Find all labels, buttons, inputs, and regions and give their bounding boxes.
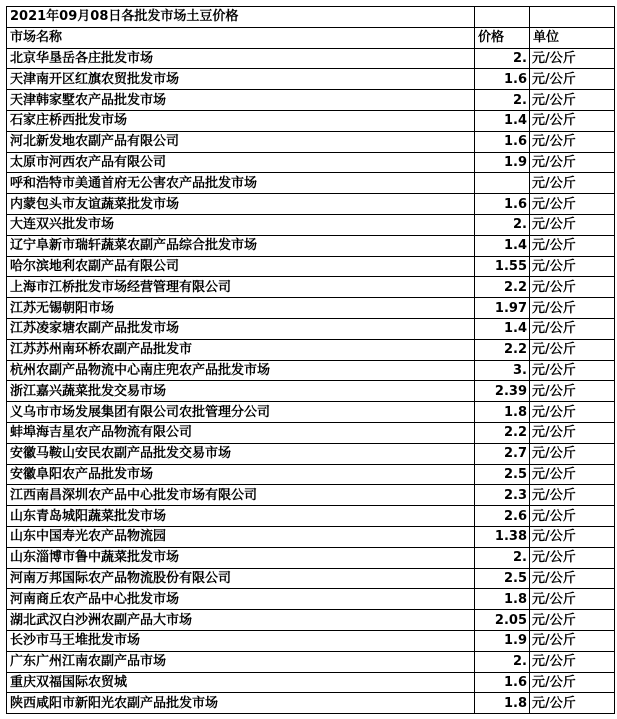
table-row [7, 568, 615, 589]
table-row [7, 339, 615, 360]
unit-cell: 元/公斤 [530, 568, 615, 589]
unit-cell: 元/公斤 [530, 69, 615, 90]
price-cell: 1.4 [475, 235, 530, 256]
market-cell: 重庆双福国际农贸城 [7, 672, 475, 693]
table-row [7, 506, 615, 527]
price-cell: 2.5 [475, 464, 530, 485]
price-cell: 1.6 [475, 194, 530, 215]
price-cell: 2.6 [475, 506, 530, 527]
price-cell: 1.9 [475, 152, 530, 173]
market-cell: 天津韩家墅农产品批发市场 [7, 90, 475, 111]
market-cell: 上海市江桥批发市场经营管理有限公司 [7, 277, 475, 298]
table-row [7, 443, 615, 464]
unit-cell: 元/公斤 [530, 651, 615, 672]
title-row [7, 7, 615, 28]
table-row [7, 485, 615, 506]
table-row [7, 360, 615, 381]
table-row [7, 630, 615, 651]
header-row [7, 27, 615, 48]
header-price: 价格 [475, 27, 530, 48]
table-row [7, 194, 615, 215]
unit-cell: 元/公斤 [530, 443, 615, 464]
table-row [7, 610, 615, 631]
unit-cell: 元/公斤 [530, 256, 615, 277]
table-row [7, 131, 615, 152]
price-cell: 2.05 [475, 610, 530, 631]
header-unit: 单位 [530, 27, 615, 48]
price-cell: 2.2 [475, 339, 530, 360]
table-row [7, 152, 615, 173]
unit-cell: 元/公斤 [530, 402, 615, 423]
unit-cell: 元/公斤 [530, 152, 615, 173]
unit-cell: 元/公斤 [530, 110, 615, 131]
table-row [7, 256, 615, 277]
table-row [7, 69, 615, 90]
market-cell: 杭州农副产品物流中心南庄兜农产品批发市场 [7, 360, 475, 381]
unit-cell: 元/公斤 [530, 131, 615, 152]
unit-cell: 元/公斤 [530, 589, 615, 610]
market-cell: 江苏无锡朝阳市场 [7, 298, 475, 319]
market-cell: 大连双兴批发市场 [7, 214, 475, 235]
market-cell: 安徽阜阳农产品批发市场 [7, 464, 475, 485]
market-cell: 天津南开区红旗农贸批发市场 [7, 69, 475, 90]
unit-cell: 元/公斤 [530, 547, 615, 568]
market-cell: 北京华垦岳各庄批发市场 [7, 48, 475, 69]
unit-cell: 元/公斤 [530, 672, 615, 693]
table-row [7, 672, 615, 693]
market-cell: 江苏凌家塘农副产品批发市场 [7, 318, 475, 339]
market-cell: 石家庄桥西批发市场 [7, 110, 475, 131]
unit-cell: 元/公斤 [530, 339, 615, 360]
unit-cell: 元/公斤 [530, 318, 615, 339]
price-cell [475, 173, 530, 194]
price-cell: 1.55 [475, 256, 530, 277]
price-cell: 1.6 [475, 69, 530, 90]
unit-cell: 元/公斤 [530, 48, 615, 69]
market-cell: 呼和浩特市美通首府无公害农产品批发市场 [7, 173, 475, 194]
table-row [7, 693, 615, 714]
header-market: 市场名称 [7, 27, 475, 48]
table-row [7, 464, 615, 485]
price-cell: 2.5 [475, 568, 530, 589]
unit-cell: 元/公斤 [530, 90, 615, 111]
price-cell: 2. [475, 48, 530, 69]
market-cell: 山东青岛城阳蔬菜批发市场 [7, 506, 475, 527]
table-row [7, 547, 615, 568]
price-cell: 1.6 [475, 672, 530, 693]
table-row [7, 235, 615, 256]
price-cell: 1.38 [475, 526, 530, 547]
market-cell: 安徽马鞍山安民农副产品批发交易市场 [7, 443, 475, 464]
price-cell: 1.8 [475, 589, 530, 610]
price-cell: 2.7 [475, 443, 530, 464]
price-cell: 1.8 [475, 402, 530, 423]
title-blank-cell [530, 7, 615, 28]
table-title: 2021年09月08日各批发市场土豆价格 [7, 7, 475, 28]
price-cell: 1.9 [475, 630, 530, 651]
price-cell: 2.39 [475, 381, 530, 402]
market-cell: 太原市河西农产品有限公司 [7, 152, 475, 173]
price-cell: 2.2 [475, 422, 530, 443]
unit-cell: 元/公斤 [530, 506, 615, 527]
table-row [7, 277, 615, 298]
price-cell: 3. [475, 360, 530, 381]
table-row [7, 318, 615, 339]
price-cell: 2.2 [475, 277, 530, 298]
market-cell: 长沙市马王堆批发市场 [7, 630, 475, 651]
table-row [7, 90, 615, 111]
market-cell: 江苏苏州南环桥农副产品批发市 [7, 339, 475, 360]
table-row [7, 173, 615, 194]
price-cell: 2.3 [475, 485, 530, 506]
unit-cell: 元/公斤 [530, 235, 615, 256]
price-cell: 2. [475, 651, 530, 672]
market-cell: 河北新发地农副产品有限公司 [7, 131, 475, 152]
unit-cell: 元/公斤 [530, 422, 615, 443]
market-cell: 河南商丘农产品中心批发市场 [7, 589, 475, 610]
table-row [7, 48, 615, 69]
market-cell: 哈尔滨地利农副产品有限公司 [7, 256, 475, 277]
price-cell: 1.4 [475, 318, 530, 339]
unit-cell: 元/公斤 [530, 610, 615, 631]
title-blank-cell [475, 7, 530, 28]
unit-cell: 元/公斤 [530, 360, 615, 381]
table-row [7, 214, 615, 235]
price-cell: 1.97 [475, 298, 530, 319]
market-cell: 山东中国寿光农产品物流园 [7, 526, 475, 547]
table-row [7, 298, 615, 319]
price-cell: 2. [475, 214, 530, 235]
unit-cell: 元/公斤 [530, 693, 615, 714]
unit-cell: 元/公斤 [530, 173, 615, 194]
unit-cell: 元/公斤 [530, 526, 615, 547]
unit-cell: 元/公斤 [530, 277, 615, 298]
market-cell: 蚌埠海吉星农产品物流有限公司 [7, 422, 475, 443]
market-cell: 内蒙包头市友谊蔬菜批发市场 [7, 194, 475, 215]
table-row [7, 381, 615, 402]
table-row [7, 422, 615, 443]
price-table [6, 6, 615, 714]
market-cell: 辽宁阜新市瑞轩蔬菜农副产品综合批发市场 [7, 235, 475, 256]
price-cell: 1.4 [475, 110, 530, 131]
unit-cell: 元/公斤 [530, 194, 615, 215]
table-row [7, 402, 615, 423]
table-row [7, 110, 615, 131]
market-cell: 陕西咸阳市新阳光农副产品批发市场 [7, 693, 475, 714]
table-row [7, 651, 615, 672]
market-cell: 浙江嘉兴蔬菜批发交易市场 [7, 381, 475, 402]
market-cell: 广东广州江南农副产品市场 [7, 651, 475, 672]
table-row [7, 589, 615, 610]
table-row [7, 526, 615, 547]
unit-cell: 元/公斤 [530, 485, 615, 506]
price-cell: 1.8 [475, 693, 530, 714]
unit-cell: 元/公斤 [530, 381, 615, 402]
price-cell: 1.6 [475, 131, 530, 152]
price-cell: 2. [475, 547, 530, 568]
market-cell: 湖北武汉白沙洲农副产品大市场 [7, 610, 475, 631]
price-cell: 2. [475, 90, 530, 111]
market-cell: 江西南昌深圳农产品中心批发市场有限公司 [7, 485, 475, 506]
market-cell: 河南万邦国际农产品物流股份有限公司 [7, 568, 475, 589]
unit-cell: 元/公斤 [530, 298, 615, 319]
market-cell: 山东淄博市鲁中蔬菜批发市场 [7, 547, 475, 568]
unit-cell: 元/公斤 [530, 630, 615, 651]
market-cell: 义乌市市场发展集团有限公司农批管理分公司 [7, 402, 475, 423]
unit-cell: 元/公斤 [530, 214, 615, 235]
unit-cell: 元/公斤 [530, 464, 615, 485]
